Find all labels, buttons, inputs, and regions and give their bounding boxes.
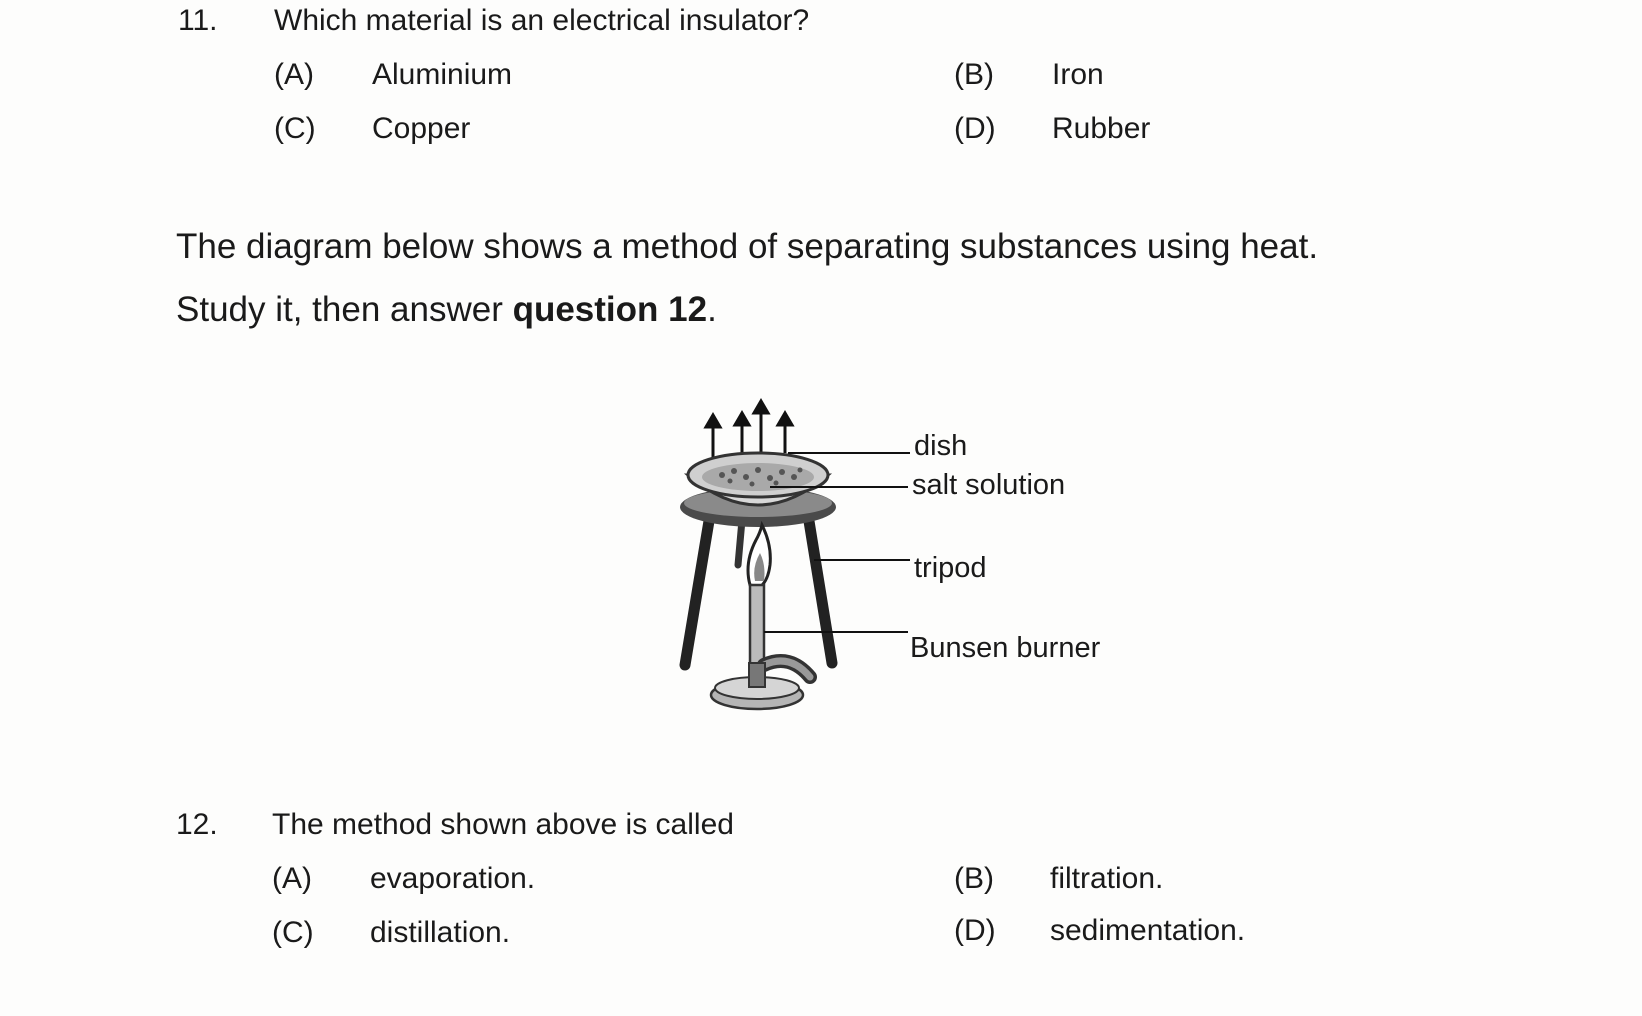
label-salt-solution: salt solution [912, 469, 1066, 501]
leader-line-salt-solution [860, 486, 908, 488]
option-text: Rubber [1052, 112, 1151, 145]
option-letter: (C) [274, 112, 316, 145]
question-stem: The method shown above is called [272, 808, 734, 841]
label-bunsen-burner: Bunsen burner [910, 632, 1101, 664]
intro-line-1: The diagram below shows a method of separating substances using heat. [176, 227, 1319, 266]
leader-line-dish [860, 452, 910, 454]
intro-line-2-bold: question 12 [512, 290, 708, 329]
leader-line-tripod [860, 559, 910, 561]
option-text: Aluminium [372, 58, 513, 91]
question-number: 12. [176, 808, 218, 841]
intro-line-2-prefix: Study it, then answer [176, 290, 513, 329]
intro-line-2 [176, 290, 717, 330]
bunsen-burner [711, 525, 810, 709]
evaporation-apparatus-diagram [660, 395, 860, 740]
option-text: distillation. [370, 916, 511, 949]
option-text: sedimentation. [1050, 914, 1246, 947]
leader-line-bunsen [860, 631, 908, 633]
option-letter: (B) [954, 862, 994, 895]
option-letter: (B) [954, 58, 994, 91]
option-text: Copper [372, 112, 471, 145]
option-text: filtration. [1050, 862, 1164, 895]
vapour-arrows [706, 401, 792, 457]
question-stem: Which material is an electrical insulator? [274, 4, 810, 37]
label-dish: dish [914, 430, 968, 462]
option-letter: (A) [274, 58, 314, 91]
option-letter: (C) [272, 916, 314, 949]
option-letter: (A) [272, 862, 312, 895]
intro-line-2-suffix: . [707, 290, 717, 329]
question-number: 11. [178, 4, 218, 37]
option-text: evaporation. [370, 862, 536, 895]
option-letter: (D) [954, 914, 996, 947]
option-letter: (D) [954, 112, 996, 145]
label-tripod: tripod [914, 552, 987, 584]
option-text: Iron [1052, 58, 1104, 91]
